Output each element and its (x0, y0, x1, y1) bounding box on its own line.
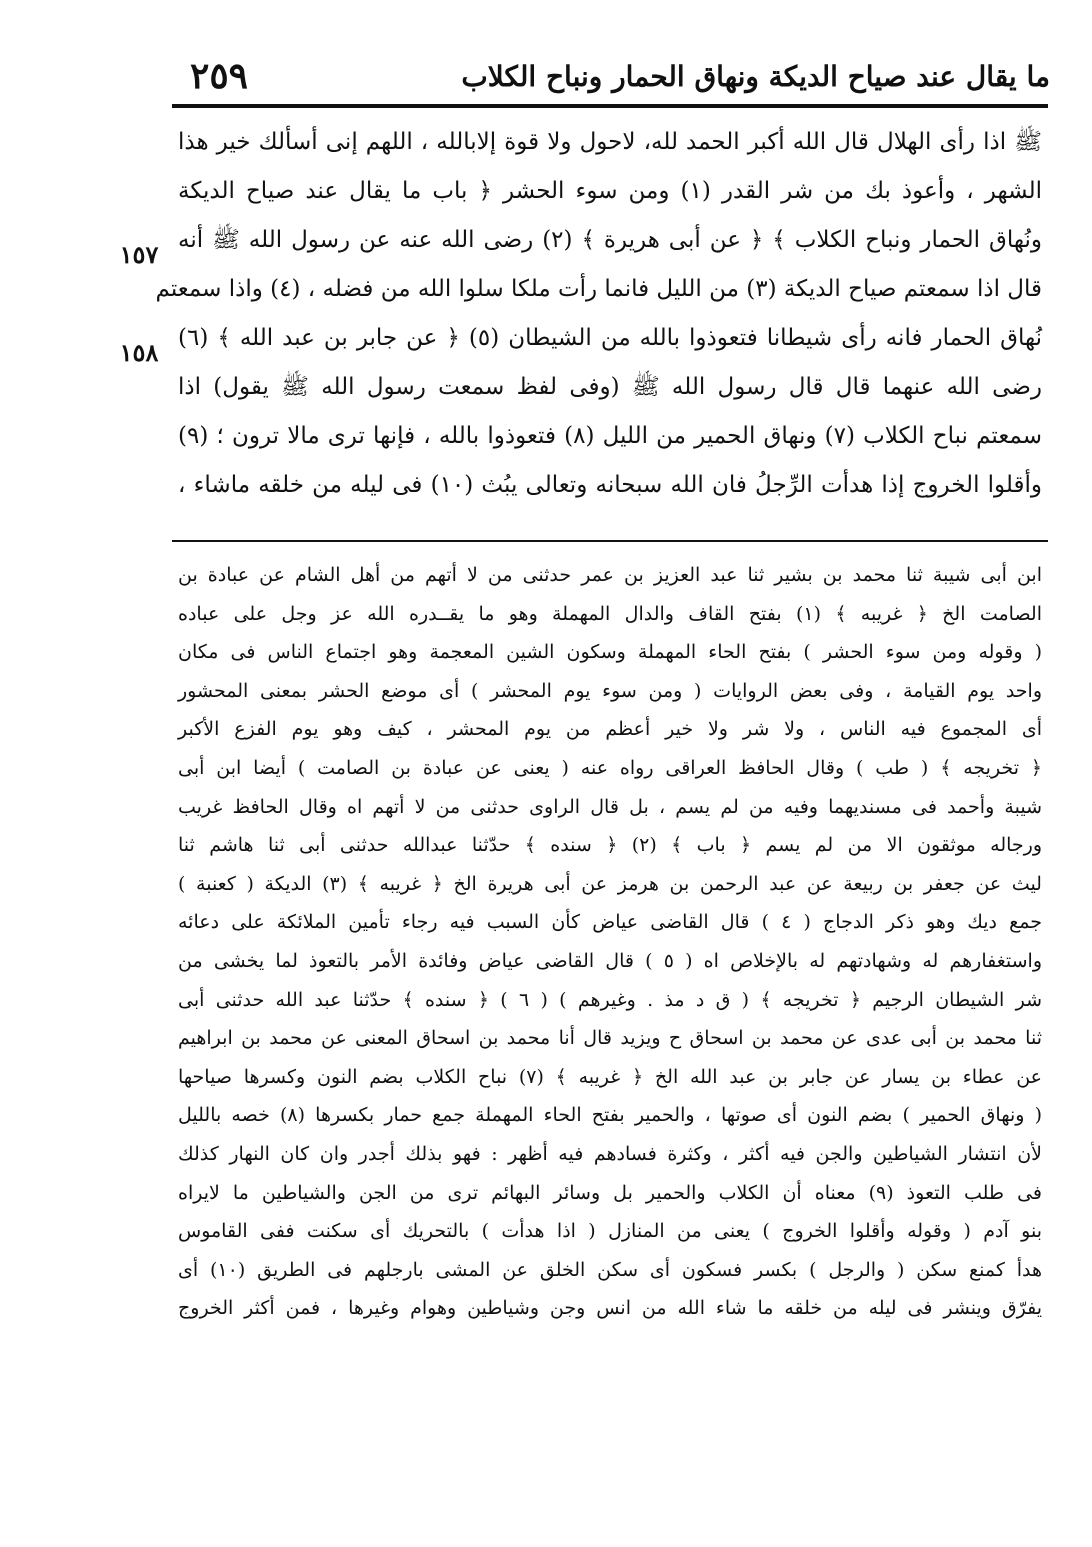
footnote-line: ورجاله موثقون الا من لم يسم ﴿ باب ﴾ (٢) ﴿ سنده ﴾ حدّثنا عبدالله حدثنى أبى ثنا هاشم ثنا (178, 834, 1042, 857)
footnote-line: هدأ كمنع سكن ( والرجل ) بكسر فسكون أى سكن الخلق عن المشى بارجلهم فى الطريق (١٠) أى (178, 1258, 1043, 1281)
footnote-line: الصامت الخ ﴿ غريبه ﴾ (١) بفتح القاف والدال المهملة وهو ما يقــدره الله عز وجل على عباده (178, 602, 1042, 625)
footnotes (178, 556, 1042, 1328)
text-line: قال اذا سمعتم صياح الديكة (٣) من الليل فانما رأت ملكا سلوا الله من فضله ، (٤) واذا سمعتم (155, 276, 1042, 302)
footnote-line: بنو آدم ( وقوله وأقلوا الخروج ) يعنى من المنازل ( اذا هدأت ) بالتحريك أى سكنت ففى القاموس (178, 1220, 1042, 1243)
footnote-line: ابن أبى شيبة ثنا محمد بن بشير ثنا عبد العزيز بن عمر حدثنى من لا أتهم من أهل الشام عن عبادة بن (178, 564, 1042, 586)
text-line: رضى الله عنهما قال قال رسول الله ﷺ (وفى لفظ سمعت رسول الله ﷺ يقول) اذا (178, 374, 1042, 400)
text-line: نُهاق الحمار فانه رأى شيطانا فتعوذوا بالله من الشيطان (٥) ﴿ عن جابر بن عبد الله ﴾ (٦) (178, 325, 1042, 351)
footnote-separator (172, 540, 1048, 542)
text-line: وأقلوا الخروج إذا هدأت الرِّجلُ فان الله سبحانه وتعالى يبُث (١٠) فى ليله من خلقه ماشاء ، (178, 472, 1043, 498)
footnote-line: فى طلب التعوذ (٩) معناه أن الكلاب والحمير بل وسائر البهائم ترى من الجن والشياطين ما لايراه (178, 1181, 1042, 1204)
footnote-line: شيبة وأحمد فى مسنديهما وفيه من لم يسم ، بل قال الراوى حدثنى من لا أتهم اه وقال الحافظ غريب (178, 795, 1042, 818)
text-line: الشهر ، وأعوذ بك من شر القدر (١) ومن سوء الحشر ﴿ باب ما يقال عند صياح الديكة (178, 178, 1042, 204)
page-number: ٢٥٩ (190, 55, 249, 97)
footnote-line: ( ونهاق الحمير ) بضم النون أى صوتها ، والحمير بفتح الحاء المهملة جمع حمار بكسرها (٨) خصه بالليل (178, 1104, 1042, 1127)
footnote-line: ( وقوله ومن سوء الحشر ) بفتح الحاء المهملة وسكون الشين المعجمة وهو اجتماع الناس فى مكان (178, 641, 1042, 664)
footnote-line: عن عطاء بن يسار عن جابر بن عبد الله الخ ﴿ غريبه ﴾ (٧) نباح الكلاب بضم النون وكسرها صياحها (178, 1065, 1042, 1088)
footnote-line: جمع ديك وهو ذكر الدجاج ( ٤ ) قال القاضى عياض كأن السبب فيه رجاء تأمين الملائكة على دعائه (178, 911, 1042, 934)
footnote-line: ثنا محمد بن أبى عدى عن محمد بن اسحاق ح ويزيد قال أنا محمد بن اسحاق المعنى عن محمد بن ابراهيم (178, 1027, 1042, 1050)
footnote-line: ليث عن جعفر بن ربيعة عن عبد الرحمن بن هرمز عن أبى هريرة الخ ﴿ غريبه ﴾ (٣) الديكة ( كعنبة ) (178, 872, 1042, 895)
footnote-line: ﴿ تخريجه ﴾ ( طب ) وقال الحافظ العراقى رواه عنه ( يعنى عن عبادة بن الصامت ) أيضا ابن أبى (178, 756, 1042, 779)
page-header (170, 50, 1050, 102)
main-text (155, 118, 1043, 510)
hadith-number: ١٥٧ (119, 240, 159, 269)
footnote-line: يفرّق وينشر فى ليله من خلقه ما شاء الله من انس وجن وشياطين وهوام وغيرها ، فمن أكثر الخروج (178, 1297, 1042, 1320)
footnote-line: شر الشيطان الرجيم ﴿ تخريجه ﴾ ( ق د مذ . وغيرهم ) ( ٦ ) ﴿ سنده ﴾ حدّثنا عبد الله حدثنى أبى (178, 988, 1042, 1011)
footnote-line: لأن انتشار الشياطين والجن فيه أكثر ، وكثرة فسادهم فيه أظهر : فهو بذلك أجدر وان كان النهار كذلك (178, 1142, 1042, 1165)
running-title: ما يقال عند صياح الديكة ونهاق الحمار ونباح الكلاب (461, 59, 1050, 93)
footnote-line: واحد يوم القيامة ، وفى بعض الروايات ( ومن سوء يوم المحشر ) أى موضع الحشر بمعنى المحشور (178, 679, 1042, 702)
text-line: ﷺ اذا رأى الهلال قال الله أكبر الحمد لله، لاحول ولا قوة إلابالله ، اللهم إنى أسألك خير هذا (178, 129, 1042, 155)
hadith-number: ١٥٨ (119, 338, 159, 367)
text-line: ونُهاق الحمار ونباح الكلاب ﴾ ﴿ عن أبى هريرة ﴾ (٢) رضى الله عنه عن رسول الله ﷺ أنه (178, 227, 1042, 253)
footnote-line: واستغفارهم له وشهادتهم له بالإخلاص اه ( ٥ ) قال القاضى عياض وفائدة الأمر بالتعوذ لما يخشى من (178, 949, 1042, 972)
header-rule (172, 104, 1048, 108)
footnote-line: أى المجموع فيه الناس ، ولا شر ولا خير أعظم من يوم المحشر ، كيف وهو يوم الفزع الأكبر (178, 718, 1042, 741)
text-line: سمعتم نباح الكلاب (٧) ونهاق الحمير من الليل (٨) فتعوذوا بالله ، فإنها ترى مالا ترون ؛ (٩) (178, 423, 1042, 449)
